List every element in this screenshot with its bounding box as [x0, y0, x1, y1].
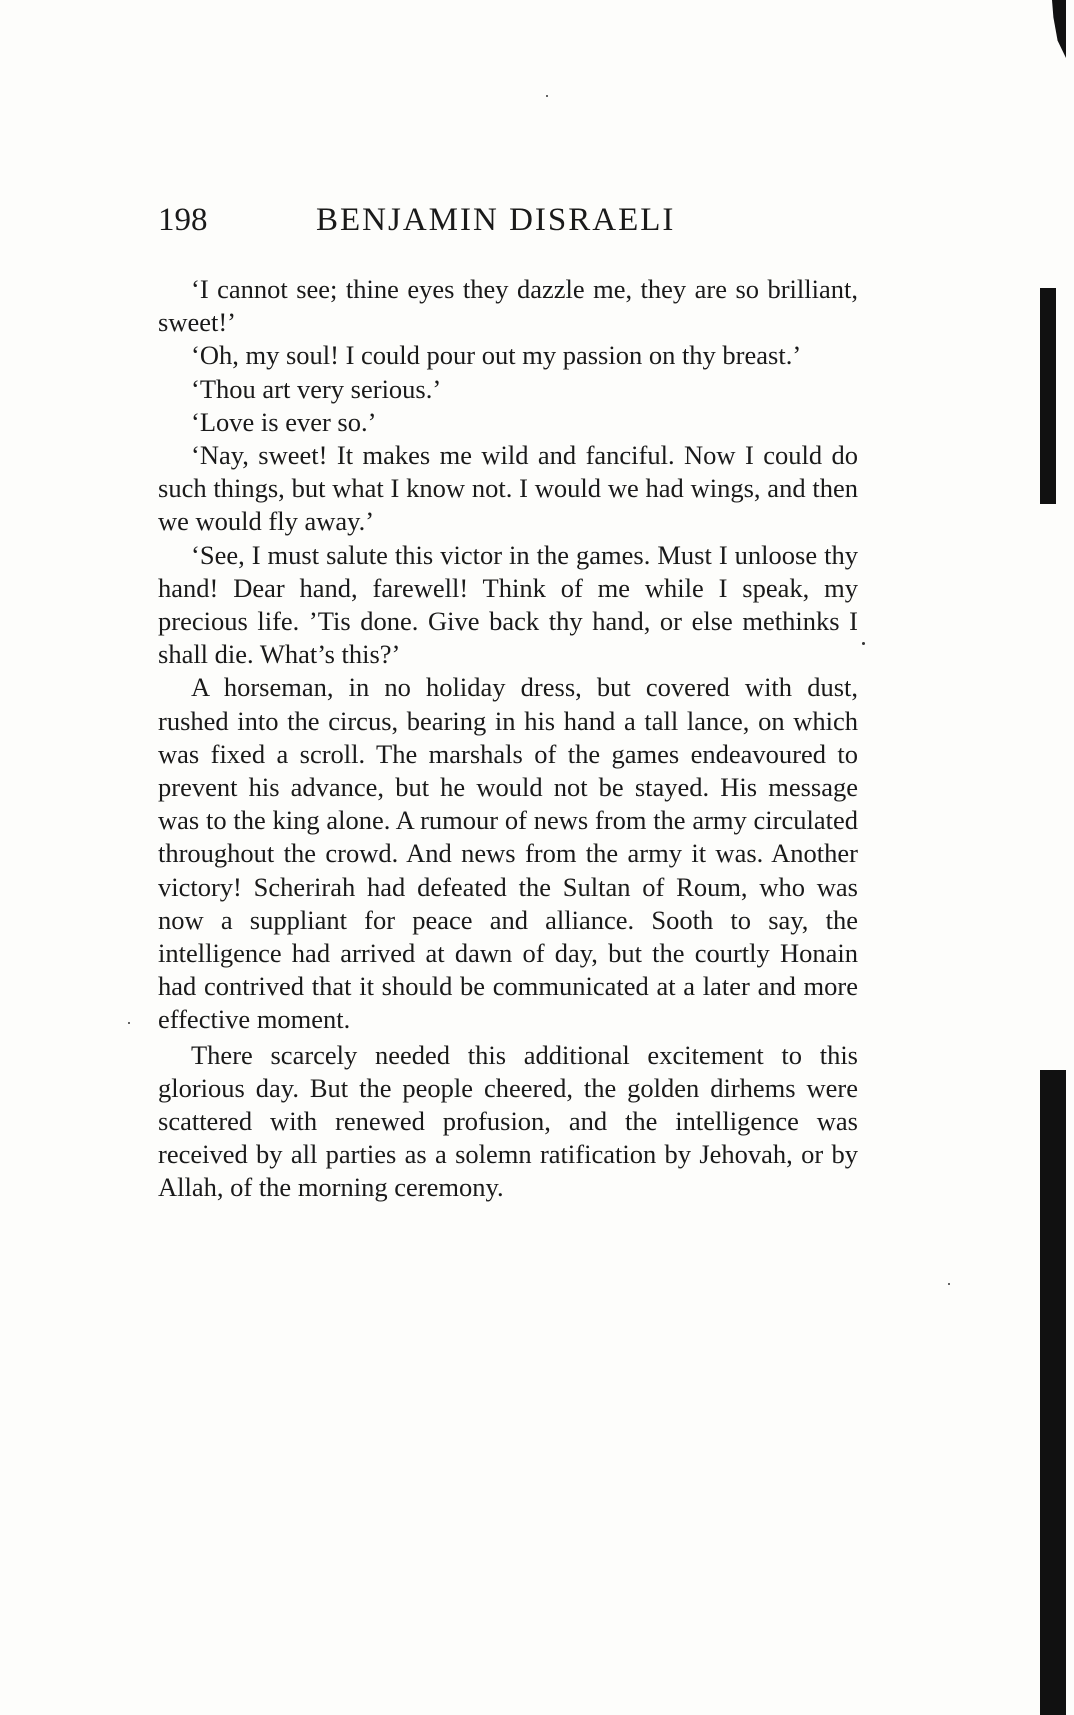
running-head: BENJAMIN DISRAELI — [316, 202, 676, 238]
scan-edge-mark-bottom — [1040, 1070, 1066, 1715]
scan-speck — [948, 1283, 950, 1285]
paragraph: ‘Love is ever so.’ — [191, 406, 377, 437]
scan-speck — [862, 642, 865, 645]
scan-edge-mark-top — [1052, 0, 1066, 58]
page-number: 198 — [158, 202, 208, 238]
paragraph: ‘Thou art very serious.’ — [191, 373, 442, 404]
scan-speck — [128, 1022, 130, 1024]
scan-speck — [546, 95, 548, 97]
paragraph: ‘Nay, sweet! It makes me wild and fanciful. Now I could do such things, but what I know not. I would we had wings, and then we would fly away.’ — [158, 440, 858, 537]
paragraph: ‘I cannot see; thine eyes they dazzle me, they are so brilliant, sweet!’ — [158, 274, 858, 338]
paragraph: A horseman, in no holiday dress, but covered with dust, rushed into the circus, bearing in his hand a tall lance, on which was fixed a scroll. The marshals of the games endeavoured to prevent his advance, but he would not be stayed. His message was to the king alone. A rumour of news from the army circulated throughout the crowd. And news from the army it was. Another victory! Scherirah had defeated the Sultan of Roum, who was now a suppliant for peace and alliance. Sooth to say, the intelligence had arrived at dawn of day, but the courtly Honain had contrived that it should be communicated at a later and more effective moment. — [158, 672, 858, 1035]
paragraph: ‘Oh, my soul! I could pour out my passion on thy breast.’ — [191, 340, 802, 371]
paragraph: There scarcely needed this additional excitement to this glorious day. But the people cheered, the golden dirhems were scattered with renewed profusion, and the intelligence was received by all parties as a solemn ratification by Jehovah, or by Allah, of the morning ceremony. — [158, 1039, 858, 1203]
scan-edge-mark-middle — [1040, 288, 1056, 504]
paragraph: ‘See, I must salute this victor in the games. Must I unloose thy hand! Dear hand, farewell! Think of me while I speak, my precious life. ’Tis done. Give back thy hand, or else methinks I shall die. What’s this?’ — [158, 539, 858, 670]
body-text — [158, 273, 858, 1205]
